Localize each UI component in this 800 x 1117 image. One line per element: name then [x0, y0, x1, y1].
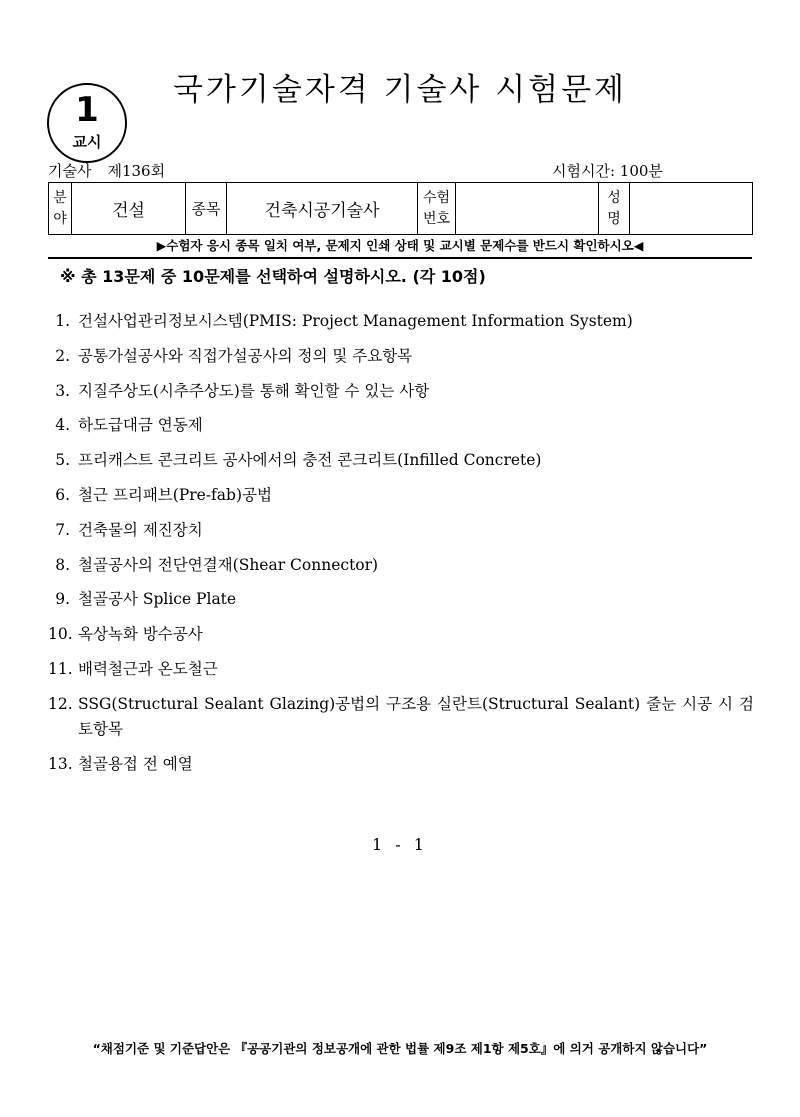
page-number: 1 - 1 — [372, 835, 428, 854]
exam-round: 제136회 — [107, 162, 166, 180]
page-title: 국가기술자격 기술사 시험문제 — [172, 72, 627, 108]
exam-number-field[interactable] — [456, 183, 599, 235]
question-item — [48, 752, 758, 777]
question-item — [48, 483, 758, 508]
exam-meta-left — [48, 161, 165, 181]
exam-number-label-cell: 수험 번호 — [418, 183, 456, 235]
question-item — [48, 379, 758, 404]
type-value-cell: 건축시공기술사 — [227, 183, 418, 235]
question-number: 1. — [55, 312, 70, 330]
question-text: 지질주상도(시추주상도)를 통해 확인할 수 있는 사항 — [78, 381, 430, 400]
question-item — [48, 413, 758, 438]
question-item — [48, 518, 758, 543]
question-item — [48, 657, 758, 682]
question-text: 건설사업관리정보시스템(PMIS: Project Management Information System) — [78, 312, 633, 330]
field-value-cell: 건설 — [72, 183, 186, 235]
question-number: 9. — [55, 590, 70, 609]
field-label-cell: 분 야 — [49, 183, 72, 235]
question-item — [48, 448, 758, 473]
type-label-cell: 종목 — [186, 183, 227, 235]
exam-info-table — [48, 182, 753, 235]
question-text: 철근 프리패브(Pre-fab)공법 — [78, 485, 272, 504]
name-label-cell: 성 명 — [599, 183, 630, 235]
divider-line — [48, 257, 752, 259]
question-item — [48, 344, 758, 369]
instruction: ※ 총 13문제 중 10문제를 선택하여 설명하시오. (각 10점) — [60, 267, 486, 286]
name-field[interactable] — [630, 183, 753, 235]
question-item — [48, 309, 758, 334]
question-item — [48, 622, 758, 647]
footer-notice: “채점기준 및 기준답안은 『공공기관의 정보공개에 관한 법률 제9조 제1항 제5호』에 의거 공개하지 않습니다” — [92, 1041, 708, 1056]
notice-bar: ▶수험자 응시 종목 일치 여부, 문제지 인쇄 상태 및 교시별 문제수를 반드시 확인하시오◀ — [156, 238, 644, 253]
session-label: 교시 — [72, 133, 102, 151]
question-text: 하도급대금 연동제 — [78, 416, 203, 435]
question-number: 7. — [55, 520, 70, 539]
question-text: 철골공사의 전단연결재(Shear Connector) — [78, 555, 379, 574]
session-number: 1 — [75, 90, 99, 130]
question-text: 건축물의 제진장치 — [78, 520, 203, 539]
question-number: 8. — [55, 555, 70, 574]
question-list — [48, 309, 758, 786]
question-text: 옥상녹화 방수공사 — [78, 625, 203, 644]
question-number: 2. — [55, 346, 70, 365]
question-text: 배력철근과 온도철근 — [78, 659, 218, 678]
question-text: SSG(Structural Sealant Glazing)공법의 구조용 실란트(Structural Sealant) 줄눈 시공 시 검토항목 — [78, 694, 754, 738]
question-number: 11. — [48, 659, 73, 678]
question-number: 13. — [48, 754, 73, 773]
session-badge — [47, 83, 127, 163]
question-item — [48, 692, 758, 742]
question-item — [48, 587, 758, 612]
question-number: 12. — [48, 694, 73, 713]
question-text: 공통가설공사와 직접가설공사의 정의 및 주요항목 — [78, 346, 413, 365]
question-number: 10. — [48, 625, 73, 644]
exam-time: 시험시간: 100분 — [552, 162, 663, 180]
question-number: 6. — [55, 485, 70, 504]
question-number: 3. — [55, 381, 70, 400]
question-item — [48, 553, 758, 578]
question-text: 철골용접 전 예열 — [78, 754, 193, 773]
exam-category: 기술사 — [48, 162, 92, 180]
question-text: 철골공사 Splice Plate — [78, 590, 237, 609]
question-number: 4. — [55, 416, 70, 435]
question-number: 5. — [55, 451, 70, 470]
question-text: 프리캐스트 콘크리트 공사에서의 충전 콘크리트(Infilled Concrete) — [78, 451, 542, 470]
